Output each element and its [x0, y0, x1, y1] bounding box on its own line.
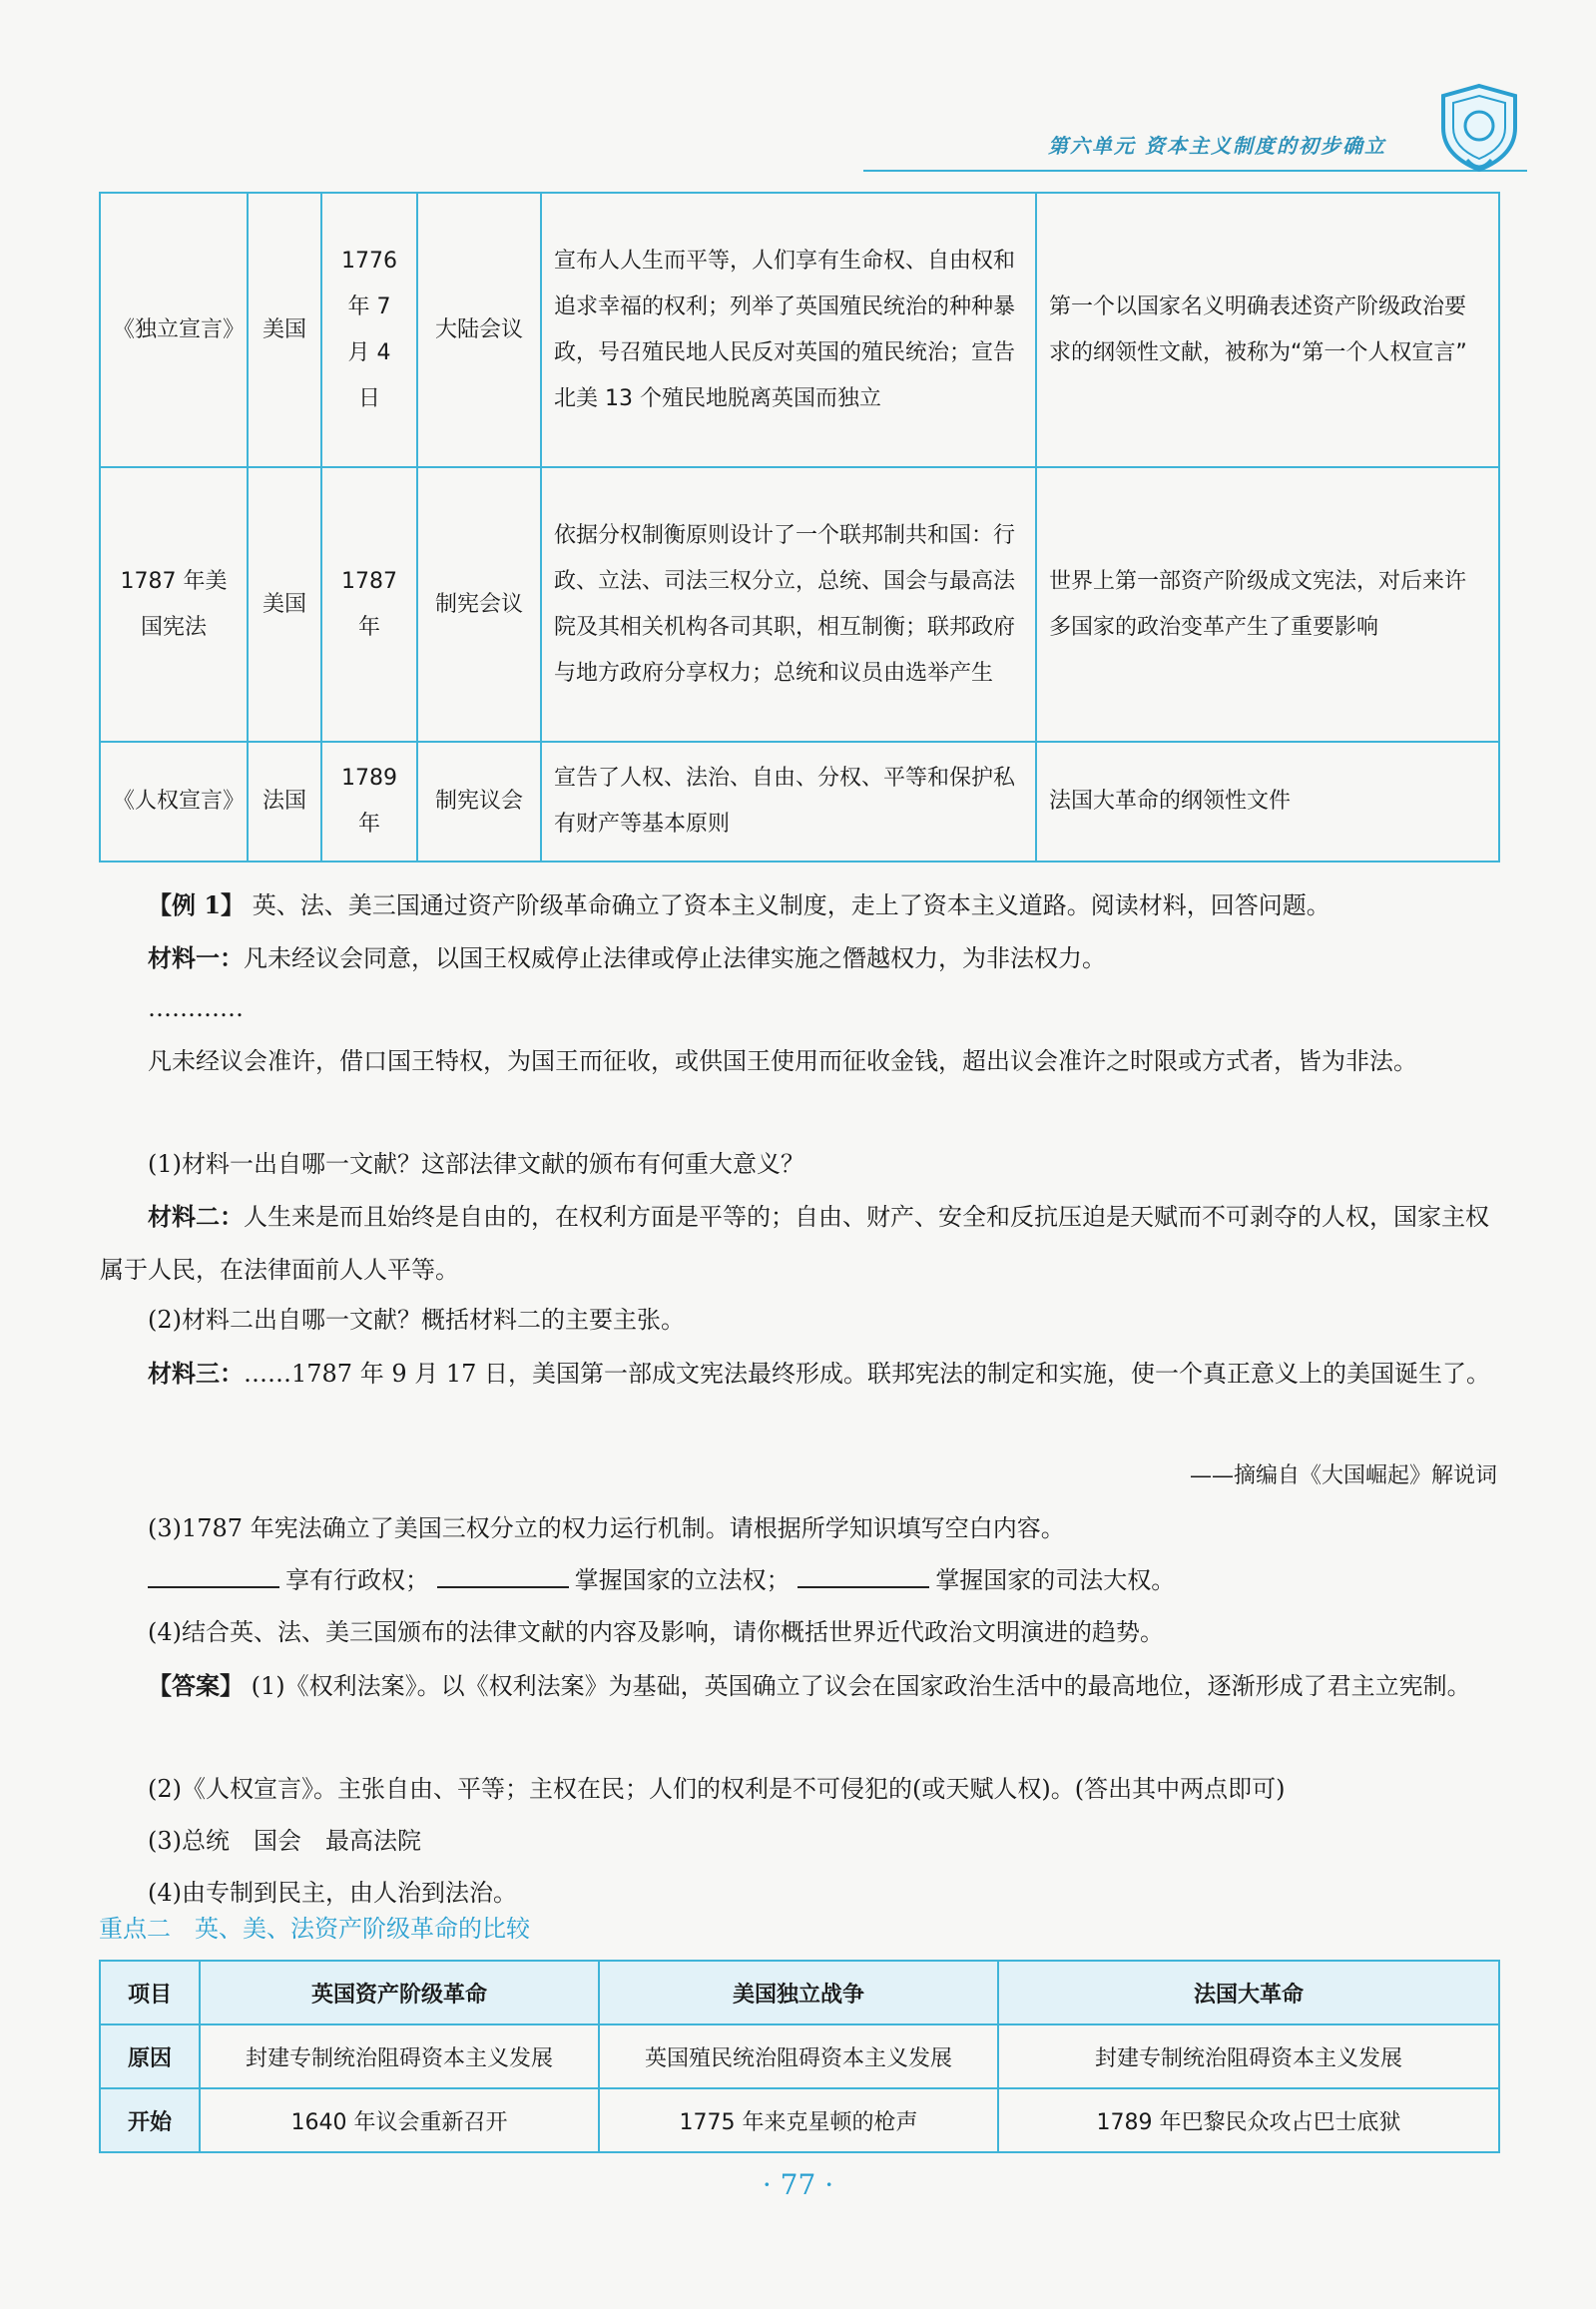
col-header: 英国资产阶级革命 — [200, 1961, 599, 2024]
table-row — [100, 193, 1499, 467]
source-citation: ——摘编自《大国崛起》解说词 — [1189, 1463, 1497, 1488]
doc-name: 《独立宣言》 — [100, 193, 248, 467]
country: 美国 — [248, 193, 321, 467]
section-heading: 重点二 英、美、法资产阶级革命的比较 — [99, 1915, 530, 1943]
material-3 — [100, 1347, 1497, 1401]
country: 法国 — [248, 742, 321, 862]
content: 宣告了人权、法治、自由、分权、平等和保护私有财产等基本原则 — [541, 742, 1036, 862]
table-row — [100, 2088, 1499, 2152]
doc-name: 1787 年美国宪法 — [100, 467, 248, 742]
table-cell: 英国殖民统治阻碍资本主义发展 — [599, 2024, 998, 2088]
answer-1-text: (1)《权利法案》。以《权利法案》为基础，英国确立了议会在国家政治生活中的最高地位，逐渐形成了君主立宪制。 — [251, 1672, 1471, 1700]
significance: 法国大革命的纲领性文件 — [1036, 742, 1499, 862]
example-label: 【例 1】 — [148, 890, 246, 919]
question-1: (1)材料一出自哪一文献？这部法律文献的颁布有何重大意义？ — [148, 1150, 804, 1178]
table-cell: 1640 年议会重新召开 — [200, 2088, 599, 2152]
legal-documents-table — [99, 192, 1500, 863]
header-divider — [863, 170, 1527, 172]
table-cell: 封建专制统治阻碍资本主义发展 — [200, 2024, 599, 2088]
table-row — [100, 742, 1499, 862]
country: 美国 — [248, 467, 321, 742]
shield-logo-icon — [1437, 82, 1521, 174]
significance: 第一个以国家名义明确表述资产阶级政治要求的纲领性文献，被称为“第一个人权宣言” — [1036, 193, 1499, 467]
col-header: 美国独立战争 — [599, 1961, 998, 2024]
time: 1787 年 — [321, 467, 417, 742]
answer-3: (3)总统 国会 最高法院 — [148, 1827, 421, 1855]
col-header: 项目 — [100, 1961, 200, 2024]
material-1-text: 凡未经议会同意，以国王权威停止法律或停止法律实施之僭越权力，为非法权力。 — [244, 944, 1106, 972]
content: 依据分权制衡原则设计了一个联邦制共和国：行政、立法、司法三权分立，总统、国会与最高法院及其相关机构各司其职，相互制衡；联邦政府与地方政府分享权力；总统和议员由选举产生 — [541, 467, 1036, 742]
unit-title: 第六单元 资本主义制度的初步确立 — [1048, 134, 1386, 158]
row-header: 开始 — [100, 2088, 200, 2152]
answer-1 — [100, 1659, 1497, 1713]
time: 1789 年 — [321, 742, 417, 862]
material-1-label: 材料一： — [148, 943, 244, 972]
table-cell: 封建专制统治阻碍资本主义发展 — [998, 2024, 1499, 2088]
time: 1776 年 7 月 4 日 — [321, 193, 417, 467]
material-3-label: 材料三： — [148, 1359, 244, 1388]
answer-2: (2)《人权宣言》。主张自由、平等；主权在民；人们的权利是不可侵犯的(或天赋人权)。(答出其中两点即可) — [148, 1775, 1286, 1803]
organization: 制宪议会 — [417, 742, 541, 862]
table-header-row — [100, 1961, 1499, 2024]
material-2-text: 人生来是而且始终是自由的，在权利方面是平等的；自由、财产、安全和反抗压迫是天赋而不可剥夺的人权，国家主权属于人民，在法律面前人人平等。 — [100, 1203, 1489, 1284]
organization: 大陆会议 — [417, 193, 541, 467]
material-2 — [100, 1190, 1497, 1297]
question-4: (4)结合英、法、美三国颁布的法律文献的内容及影响，请你概括世界近代政治文明演进的趋势。 — [148, 1618, 1164, 1646]
table-cell: 1789 年巴黎民众攻占巴士底狱 — [998, 2088, 1499, 2152]
content: 宣布人人生而平等，人们享有生命权、自由权和追求幸福的权利；列举了英国殖民统治的种种暴政，号召殖民地人民反对英国的殖民统治；宣告北美 13 个殖民地脱离英国而独立 — [541, 193, 1036, 467]
organization: 制宪会议 — [417, 467, 541, 742]
page-number: · 77 · — [762, 2168, 834, 2201]
blank-legislative[interactable] — [437, 1560, 569, 1588]
material-2-label: 材料二： — [148, 1202, 244, 1231]
example-intro — [100, 878, 1497, 932]
blank-executive[interactable] — [148, 1560, 279, 1588]
answer-4: (4)由专制到民主，由人治到法治。 — [148, 1879, 517, 1907]
significance: 世界上第一部资产阶级成文宪法，对后来许多国家的政治变革产生了重要影响 — [1036, 467, 1499, 742]
doc-name: 《人权宣言》 — [100, 742, 248, 862]
answer-label: 【答案】 — [148, 1671, 244, 1700]
question-3-blanks: 享有行政权； 掌握国家的立法权； 掌握国家的司法大权。 — [100, 1554, 1497, 1607]
row-header: 原因 — [100, 2024, 200, 2088]
question-2: (2)材料二出自哪一文献？概括材料二的主要主张。 — [148, 1306, 685, 1334]
material-1-text-b: 凡未经议会准许，借口国王特权，为国王而征收，或供国王使用而征收金钱，超出议会准许之时限或方式者，皆为非法。 — [148, 1047, 1417, 1075]
blank-judicial[interactable] — [798, 1560, 929, 1588]
table-row — [100, 467, 1499, 742]
material-3-text: ……1787 年 9 月 17 日，美国第一部成文宪法最终形成。联邦宪法的制定和实施，使一个真正意义上的美国诞生了。 — [244, 1360, 1491, 1388]
material-1-dots: ………… — [148, 994, 244, 1022]
table-cell: 1775 年来克星顿的枪声 — [599, 2088, 998, 2152]
material-1 — [100, 931, 1497, 985]
revolution-comparison-table — [99, 1960, 1500, 2153]
col-header: 法国大革命 — [998, 1961, 1499, 2024]
table-row — [100, 2024, 1499, 2088]
example-intro-text: 英、法、美三国通过资产阶级革命确立了资本主义制度，走上了资本主义道路。阅读材料，回答问题。 — [252, 891, 1330, 919]
question-3: (3)1787 年宪法确立了美国三权分立的权力运行机制。请根据所学知识填写空白内容。 — [148, 1514, 1065, 1542]
